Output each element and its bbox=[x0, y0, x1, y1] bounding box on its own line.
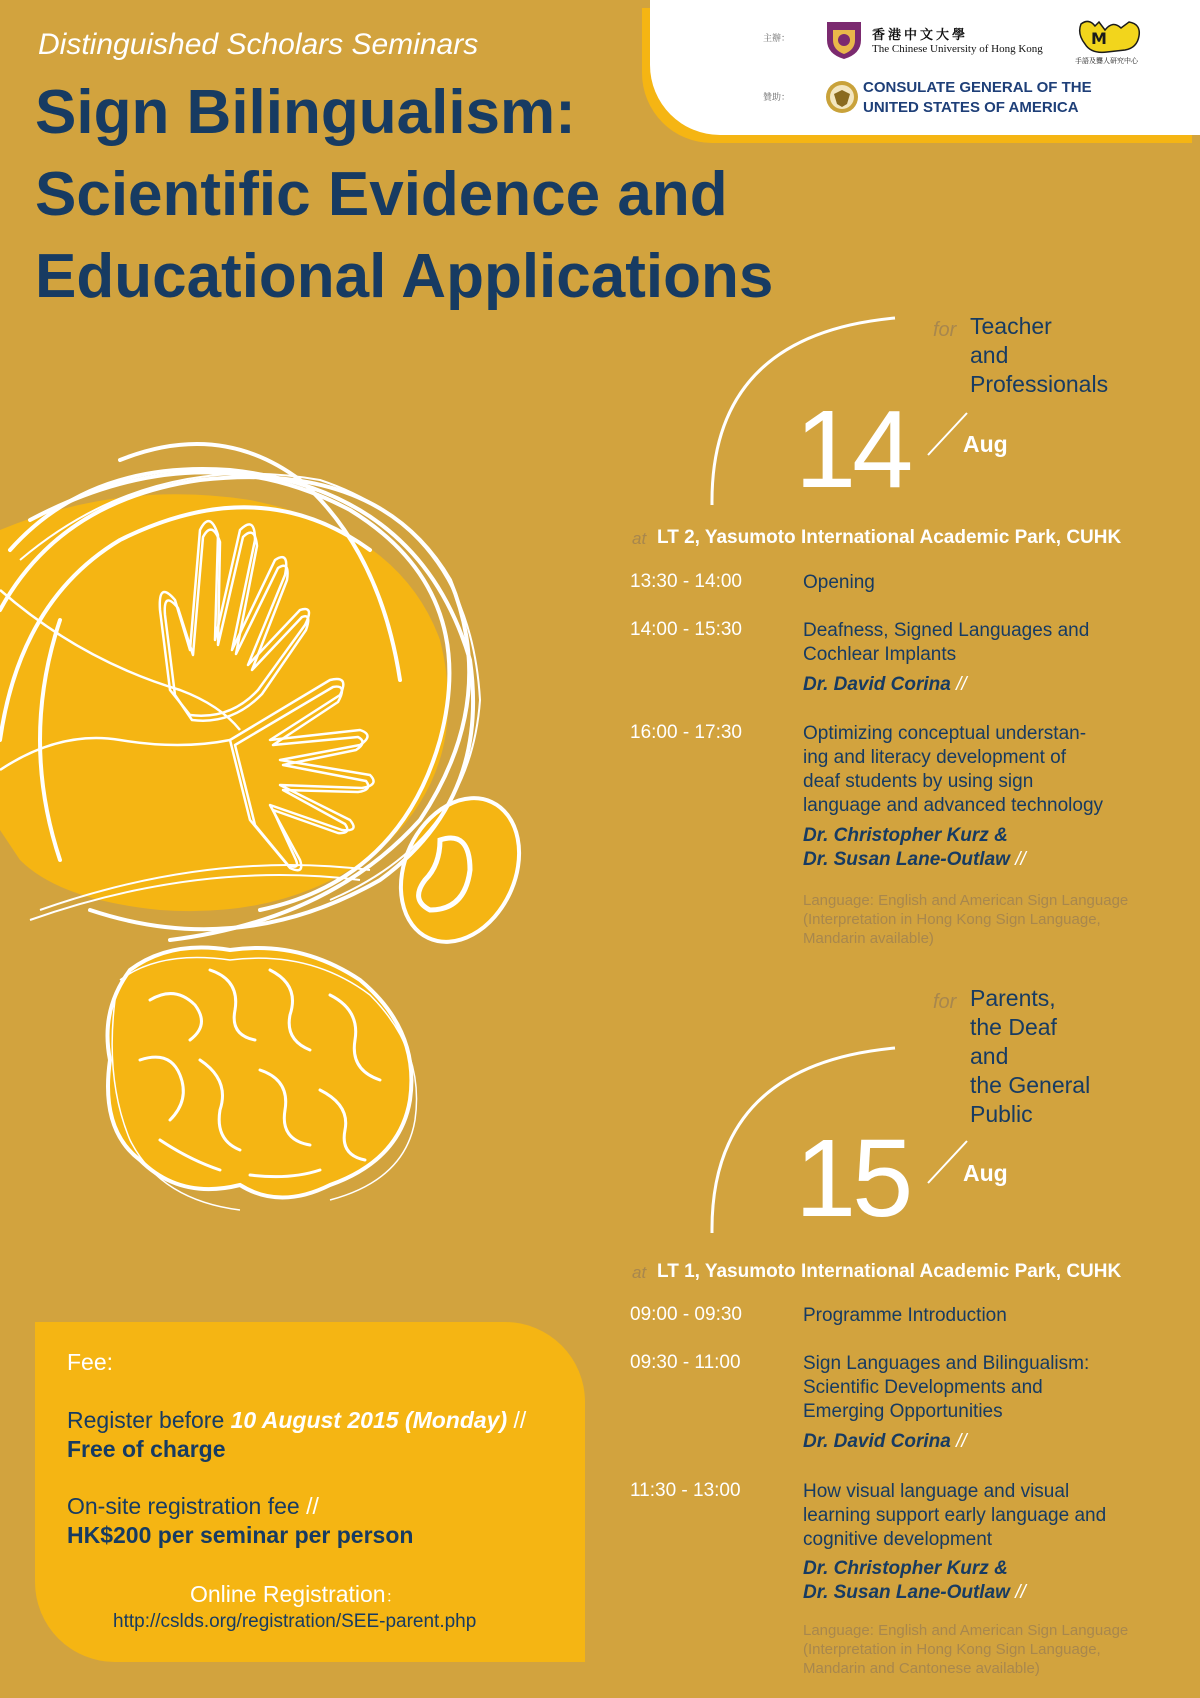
page-title bbox=[35, 72, 835, 318]
day2-date-number: 15 bbox=[795, 1117, 910, 1240]
day2-for-label: for bbox=[933, 991, 957, 1013]
cslds-logo bbox=[1077, 18, 1147, 66]
online-registration-colon: ： bbox=[385, 1589, 402, 1606]
day1-for-label: for bbox=[933, 319, 957, 341]
language-line: (Interpretation in Hong Kong Sign Language, bbox=[803, 1641, 1101, 1658]
speaker-name: Dr. David Corina bbox=[803, 674, 951, 695]
day1-session-speaker bbox=[803, 673, 967, 697]
day1-session-time: 14:00 - 15:30 bbox=[630, 619, 742, 640]
separator-slashes: // bbox=[956, 674, 967, 695]
day2-session-topic bbox=[803, 1352, 1133, 1424]
topic-line: How visual language and visual bbox=[803, 1481, 1070, 1502]
fee-heading: Fee: bbox=[67, 1349, 114, 1375]
day2-audience-line: and bbox=[970, 1043, 1009, 1069]
separator-slashes: // bbox=[1015, 849, 1026, 870]
series-title: Distinguished Scholars Seminars bbox=[38, 28, 479, 61]
day2-session-time: 09:00 - 09:30 bbox=[630, 1304, 742, 1325]
cslds-logo-caption: 手語及聾人研究中心 bbox=[1075, 57, 1138, 65]
early-registration-fee: Free of charge bbox=[67, 1436, 226, 1462]
early-registration-date: 10 August 2015 (Monday) bbox=[230, 1407, 508, 1433]
separator-slashes: // bbox=[1015, 1582, 1026, 1603]
consulate-name bbox=[863, 78, 1092, 118]
consulate-line-2: UNITED STATES OF AMERICA bbox=[863, 99, 1079, 116]
day1-month: Aug bbox=[963, 431, 1008, 457]
registration-link[interactable]: http://cslds.org/registration/SEE-parent.php bbox=[113, 1611, 477, 1632]
day1-at-label: at bbox=[632, 529, 647, 548]
day2-session-time: 11:30 - 13:00 bbox=[630, 1480, 741, 1501]
hands-brain-illustration bbox=[0, 440, 560, 1250]
language-line: Mandarin and Cantonese available) bbox=[803, 1660, 1040, 1677]
day2-month: Aug bbox=[963, 1160, 1008, 1186]
day2-audience bbox=[970, 984, 1090, 1129]
separator-slashes: // bbox=[306, 1493, 319, 1519]
cuhk-name-chinese: 香港中文大學 bbox=[872, 28, 969, 43]
cuhk-name-english: The Chinese University of Hong Kong bbox=[872, 43, 1043, 55]
day1-session-topic bbox=[803, 722, 1143, 818]
speaker-name: Dr. Susan Lane-Outlaw bbox=[803, 1582, 1010, 1603]
title-line-1: Sign Bilingualism: bbox=[35, 78, 576, 147]
organiser-label: 主辦： bbox=[763, 33, 791, 43]
topic-line: Sign Languages and Bilingualism: bbox=[803, 1353, 1090, 1374]
day1-date-number: 14 bbox=[795, 388, 910, 511]
day1-venue: LT 2, Yasumoto International Academic Park, CUHK bbox=[657, 527, 1122, 548]
consulate-line-1: CONSULATE GENERAL OF THE bbox=[863, 79, 1092, 96]
cuhk-crest-icon bbox=[823, 18, 865, 60]
day2-session-topic bbox=[803, 1480, 1143, 1552]
onsite-registration-fee: HK$200 per seminar per person bbox=[67, 1522, 414, 1548]
speaker-name: Dr. Christopher Kurz & bbox=[803, 1558, 1008, 1579]
day1-language-note bbox=[803, 891, 1183, 948]
svg-text:M: M bbox=[1091, 29, 1107, 48]
day1-audience-line: Teacher bbox=[970, 313, 1052, 339]
day2-session-topic bbox=[803, 1304, 1133, 1328]
topic-line: language and advanced technology bbox=[803, 795, 1104, 816]
onsite-registration-label: On-site registration fee bbox=[67, 1493, 300, 1519]
day1-audience-line: and bbox=[970, 342, 1009, 368]
speaker-name: Dr. Susan Lane-Outlaw bbox=[803, 849, 1010, 870]
online-registration-label bbox=[190, 1580, 402, 1612]
topic-line: Scientific Developments and bbox=[803, 1377, 1043, 1398]
language-line: Language: English and American Sign Language bbox=[803, 1622, 1129, 1639]
topic-line: Optimizing conceptual understan- bbox=[803, 723, 1087, 744]
fee-panel bbox=[35, 1322, 585, 1662]
day1-audience-line: Professionals bbox=[970, 371, 1109, 397]
speaker-name: Dr. David Corina bbox=[803, 1431, 951, 1452]
day2-audience-line: Public bbox=[970, 1101, 1033, 1127]
language-line: Mandarin available) bbox=[803, 930, 934, 947]
day1-session-speaker bbox=[803, 824, 1026, 872]
topic-line: Opening bbox=[803, 572, 875, 593]
day1-audience bbox=[970, 312, 1108, 399]
day2-venue: LT 1, Yasumoto International Academic Park, CUHK bbox=[657, 1261, 1122, 1282]
topic-line: cognitive development bbox=[803, 1529, 993, 1550]
day1-session-topic bbox=[803, 571, 1133, 595]
title-line-3: Educational Applications bbox=[35, 242, 774, 311]
separator-slashes: // bbox=[513, 1407, 527, 1433]
day1-session-time: 13:30 - 14:00 bbox=[630, 571, 742, 592]
early-registration bbox=[67, 1406, 526, 1435]
language-line: (Interpretation in Hong Kong Sign Language, bbox=[803, 911, 1101, 928]
topic-line: deaf students by using sign bbox=[803, 771, 1034, 792]
topic-line: Cochlear Implants bbox=[803, 644, 957, 665]
day2-audience-line: the Deaf bbox=[970, 1014, 1057, 1040]
sponsor-label: 贊助： bbox=[763, 92, 791, 102]
day2-audience-line: Parents, bbox=[970, 985, 1056, 1011]
separator-slashes: // bbox=[956, 1431, 967, 1452]
topic-line: ing and literacy development of bbox=[803, 747, 1066, 768]
day2-session-time: 09:30 - 11:00 bbox=[630, 1352, 741, 1373]
online-registration-text: Online Registration bbox=[190, 1581, 386, 1607]
topic-line: Programme Introduction bbox=[803, 1305, 1007, 1326]
topic-line: Deafness, Signed Languages and bbox=[803, 620, 1090, 641]
early-registration-prefix: Register before bbox=[67, 1407, 231, 1433]
speaker-name: Dr. Christopher Kurz & bbox=[803, 825, 1008, 846]
onsite-registration bbox=[67, 1492, 319, 1521]
topic-line: Emerging Opportunities bbox=[803, 1401, 1003, 1422]
day2-at-label: at bbox=[632, 1263, 647, 1282]
title-line-2: Scientific Evidence and bbox=[35, 160, 728, 229]
day1-session-time: 16:00 - 17:30 bbox=[630, 722, 742, 743]
day1-session-topic bbox=[803, 619, 1133, 667]
topic-line: learning support early language and bbox=[803, 1505, 1107, 1526]
day2-session-speaker bbox=[803, 1430, 967, 1454]
day2-session-speaker bbox=[803, 1557, 1026, 1605]
language-line: Language: English and American Sign Language bbox=[803, 892, 1129, 909]
day2-audience-line: the General bbox=[970, 1072, 1091, 1098]
day2-language-note bbox=[803, 1621, 1183, 1678]
